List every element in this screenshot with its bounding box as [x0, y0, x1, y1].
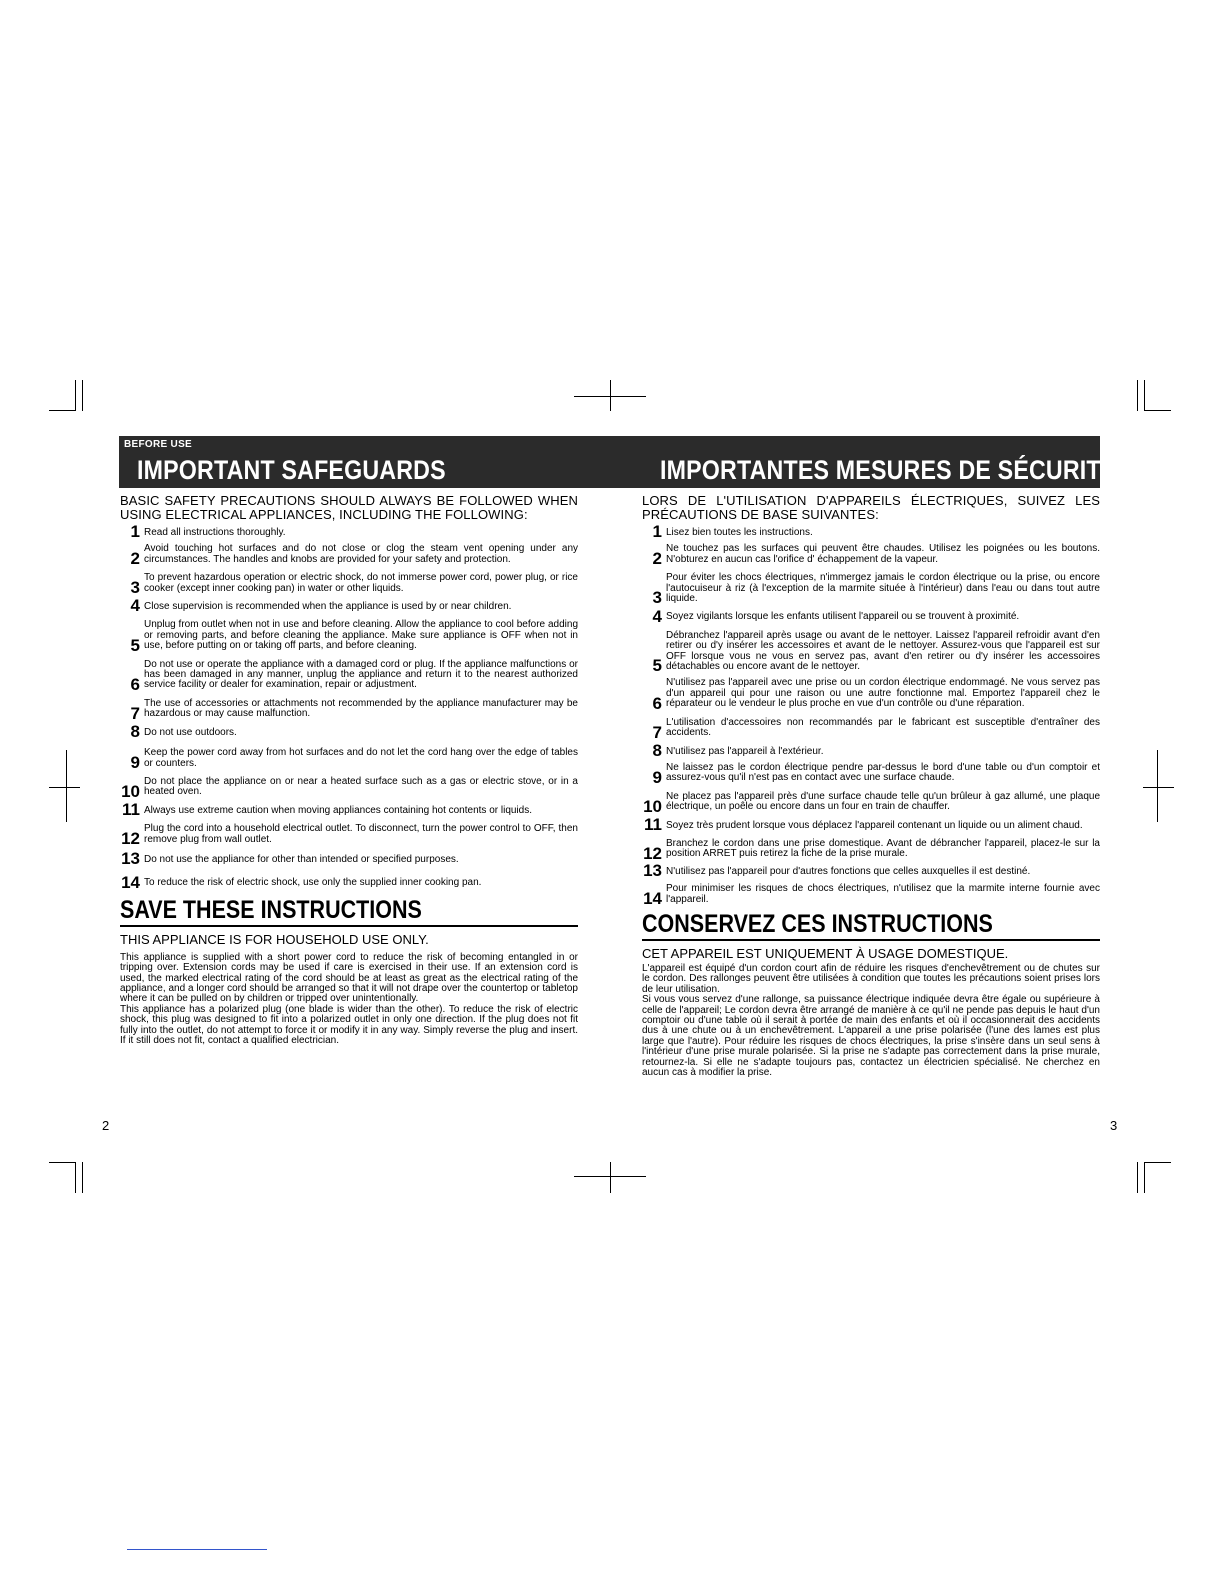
extension-paragraph: Si vous vous servez d'une rallonge, sa puissance électrique indiquée devra être égale ou supérieure à celle de l'appareil; Le cordon devra être arrangé de manière à ce qu'il ne pende pas depuis le haut d'un comptoir ou d'une table où il serait à portée de main des enfants et où il occasionnerait des accidents dus à une chute ou à un enchevêtrement. L'appareil a une prise polarisée (l'une des lames est plus large que l'autre). Pour réduire les risques de chocs électriques, la prise s'insère dans un seul sens à l'intérieur d'une prise murale polarisée. Si la prise ne s'adapte pas correctement dans la prise murale, retournez-la. Si elle ne s'adapte toujours pas, contactez un électricien spécialisé. Ne cherchez en aucun cas à modifier la prise. — [642, 994, 1100, 1079]
list-item: 3 To prevent hazardous operation or electric shock, do not immerse power cord, power plug, or rice cooker (except inner cooking pan) in water or other liquids. — [130, 572, 578, 598]
list-item: 1 Read all instructions thoroughly. — [130, 522, 286, 542]
list-item: 8 Do not use outdoors. — [130, 722, 237, 742]
list-item: 6 Do not use or operate the appliance with a damaged cord or plug. If the appliance malfunctions or has been damaged in any manner, unplug the appliance and return it to the nearest authorized service facility or dealer for examination, repair or adjustment. — [130, 658, 578, 694]
list-item: 4 Close supervision is recommended when the appliance is used by or near children. — [130, 596, 512, 616]
right-column — [642, 494, 1100, 1078]
intro-text: BASIC SAFETY PRECAUTIONS SHOULD ALWAYS BE FOLLOWED WHEN USING ELECTRICAL APPLIANCES, INCLUDING THE FOLLOWING: — [120, 493, 578, 522]
list-item: 2 Avoid touching hot surfaces and do not close or clog the steam vent opening under any circumstances. The handles and knobs are provided for your safety and protection. — [130, 543, 578, 569]
cord-paragraph: This appliance is supplied with a short power cord to reduce the risk of becoming entangled in or tripping over. Extension cords may be used if care is exercised in their use. If an extension cord is used, the marked electrical rating of the cord should be at least as great as the electrical rating of the appliance, and a longer cord should be arranged so that it will not drape over the countertop or tabletop where it can be pulled on by children or tripped over unintentionally. — [120, 951, 578, 1005]
list-item: 14 To reduce the risk of electric shock, use only the supplied inner cooking pan. — [121, 872, 482, 892]
list-item: 13 Do not use the appliance for other than intended or specified purposes. — [121, 849, 459, 869]
list-item: 9 Keep the power cord away from hot surfaces and do not let the cord hang over the edge of tables or counters. — [130, 747, 578, 772]
safeguard-list — [120, 522, 578, 892]
section-label: BEFORE USE — [124, 439, 193, 450]
right-page-title: IMPORTANTES MESURES DE SÉCURITÉ — [660, 455, 1117, 485]
bottom-divider — [127, 1549, 267, 1550]
list-item: 14 Pour minimiser les risques de chocs électriques, n'utilisez que la marmite interne fournie avec l'appareil. — [643, 883, 1100, 908]
plug-paragraph: This appliance has a polarized plug (one blade is wider than the other). To reduce the risk of electric shock, this plug was designed to fit into a polarized outlet in only one direction. If the plug does not fit fully into the outlet, do not attempt to force it or modify it in any way. Simply reverse the plug and insert. If it still does not fit, contact a qualified electrician. — [120, 1003, 578, 1046]
cord-paragraph: L'appareil est équipé d'un cordon court afin de réduire les risques d'enchevêtrement ou de chutes sur le cordon. Des rallonges peuvent être utilisées à condition que toutes les précautions soient prises lors de leur utilisation. — [642, 962, 1100, 995]
left-page-title: IMPORTANT SAFEGUARDS — [137, 455, 446, 485]
list-item: 6 N'utilisez pas l'appareil avec une prise ou un cordon électrique endommagé. Ne vous servez pas d'un appareil qui pour une raison ou une autre fonctionne mal. Emportez l'appareil chez le réparateur ou le vendeur le plus proche en vue d'un contrôle ou d'une réparation. — [652, 677, 1100, 713]
page-number-right: 3 — [1110, 1118, 1118, 1133]
list-item: 11 Always use extreme caution when moving appliances containing hot contents or liquids. — [122, 800, 532, 820]
intro-text: LORS DE L'UTILISATION D'APPAREILS ÉLECTRIQUES, SUIVEZ LES PRÉCAUTIONS DE BASE SUIVANTES: — [642, 493, 1100, 522]
left-column — [120, 494, 578, 1046]
list-item: 8 N'utilisez pas l'appareil à l'extérieur. — [652, 740, 824, 760]
safeguard-list — [642, 522, 1100, 908]
list-item: 2 Ne touchez pas les surfaces qui peuvent être chaudes. Utilisez les poignées ou les boutons. N'obturez en aucun cas l'orifice d' échappement de la vapeur. — [652, 543, 1100, 569]
page-number-left: 2 — [102, 1118, 110, 1133]
list-item: 7 The use of accessories or attachments not recommended by the appliance manufacturer may be hazardous or may cause malfunction. — [130, 697, 578, 723]
list-item: 10 Ne placez pas l'appareil près d'une surface chaude telle qu'un brûleur à gaz allumé, une plaque électrique, un poêle ou encore dans un four en train de chauffer. — [643, 790, 1100, 816]
list-item: 10 Do not place the appliance on or near a heated surface such as a gas or electric stove, or in a heated oven. — [121, 775, 578, 801]
list-item: 3 Pour éviter les chocs électriques, n'immergez jamais le cordon électrique ou la prise, ou encore l'autocuiseur à riz (à l'exception de la marmite située à l'intérieur) dans l'eau ou dans tout autre liquide. — [652, 572, 1100, 608]
list-item: 1 Lisez bien toutes les instructions. — [652, 522, 813, 542]
list-item: 11 Soyez très prudent lorsque vous déplacez l'appareil contenant un liquide ou un aliment chaud. — [644, 814, 1083, 834]
list-item: 5 Unplug from outlet when not in use and before cleaning. Allow the appliance to cool before adding or removing parts, and before cleaning the appliance. Make sure appliance is OFF when not in use, before putting on or taking off parts, and before cleaning. — [130, 619, 578, 655]
divider — [120, 925, 578, 927]
household-notice: CET APPAREIL EST UNIQUEMENT À USAGE DOMESTIQUE. — [642, 945, 1009, 961]
save-instructions-title: CONSERVEZ CES INSTRUCTIONS — [642, 909, 993, 938]
list-item: 12 Plug the cord into a household electrical outlet. To disconnect, turn the power control to OFF, then remove plug from wall outlet. — [121, 823, 578, 848]
list-item: 7 L'utilisation d'accessoires non recommandés par le fabricant est susceptible d'entraîner des accidents. — [652, 716, 1100, 742]
list-item: 12 Branchez le cordon dans une prise domestique. Avant de débrancher l'appareil, placez-le sur la position ARRET puis retirez la fiche de la prise murale. — [643, 837, 1100, 863]
divider — [642, 939, 1100, 941]
list-item: 9 Ne laissez pas le cordon électrique pendre par-dessus le bord d'une table ou d'un comptoir et assurez-vous qu'il n'est pas en contact avec une surface chaude. — [652, 761, 1100, 787]
list-item: 4 Soyez vigilants lorsque les enfants utilisent l'appareil ou se trouvent à proximité. — [652, 606, 1020, 626]
list-item: 5 Débranchez l'appareil après usage ou avant de le nettoyer. Laissez l'appareil refroidir avant d'en retirer ou d'y insérer les accessoires et avant de le nettoyer. Assurez-vous que l'appareil est sur OFF lorsque vous ne vous en servez pas, avant d'en retirer ou d'y insérer les accessoires détachables ou encore avant de le nettoyer. — [652, 629, 1100, 676]
household-notice: THIS APPLIANCE IS FOR HOUSEHOLD USE ONLY. — [120, 931, 429, 947]
save-instructions-title: SAVE THESE INSTRUCTIONS — [120, 895, 422, 924]
list-item: 13 N'utilisez pas l'appareil pour d'autres fonctions que celles auxquelles il est destiné. — [643, 861, 1031, 881]
